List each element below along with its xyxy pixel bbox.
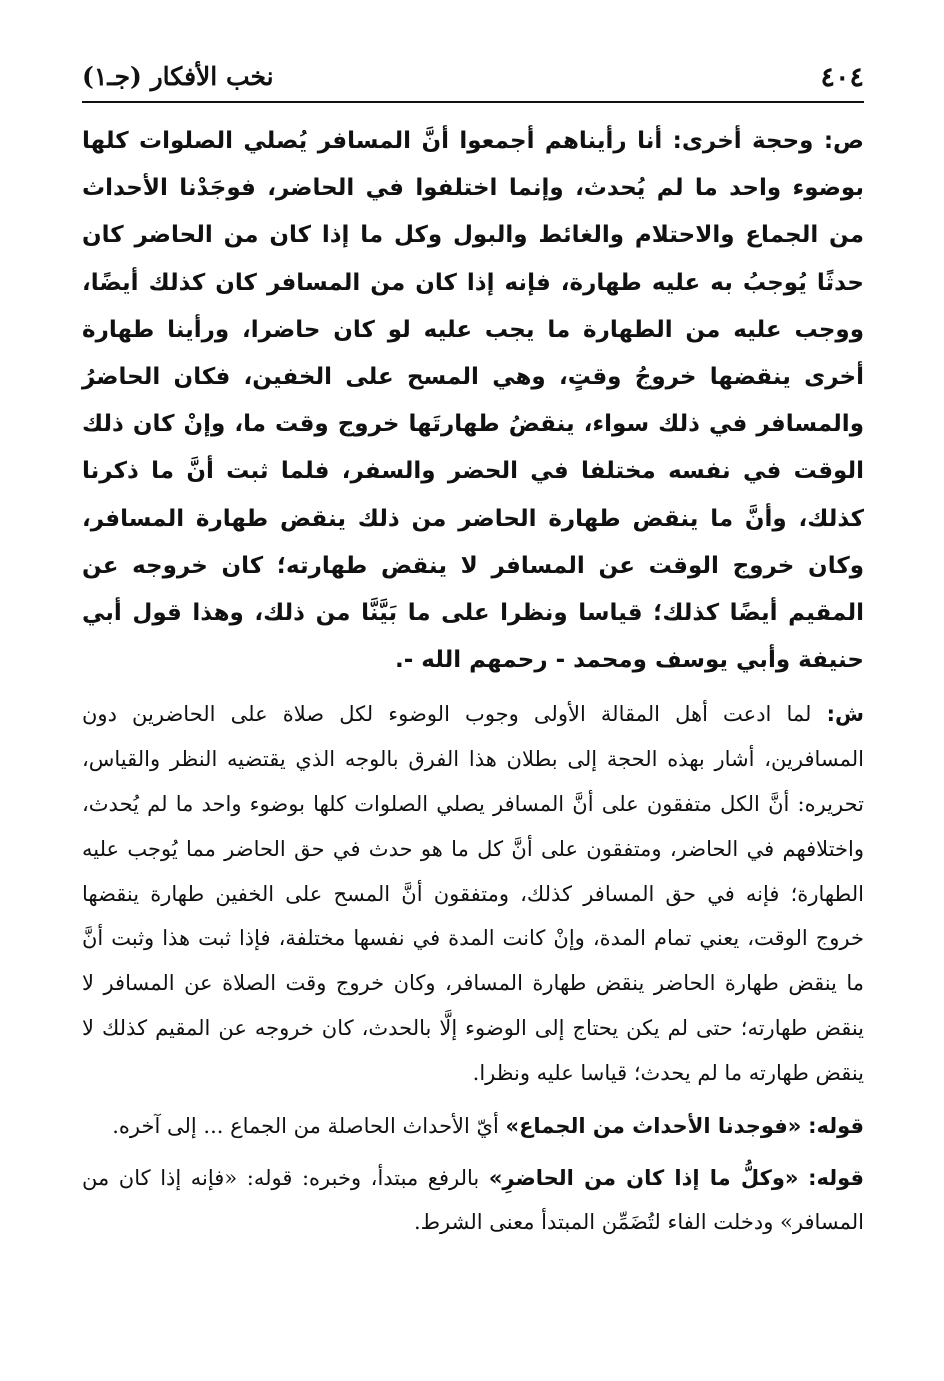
note-quote: «وكلُّ ما إذا كان من الحاضرِ» xyxy=(488,1165,799,1190)
running-title: نخب الأفكار (جـ١) xyxy=(82,62,274,91)
note-text: بالرفع مبتدأ، وخبره: قوله: «فإنه إذا كان من المسافر» ودخلت الفاء لتُضَمِّن المبتدأ معنى الشرط. xyxy=(82,1165,864,1234)
header-rule xyxy=(82,101,864,103)
page-number: ٤٠٤ xyxy=(820,62,864,93)
note-quote: «فوجدنا الأحداث من الجماع» xyxy=(505,1113,802,1138)
matn-marker: ص: xyxy=(823,128,864,154)
matn-paragraph xyxy=(82,118,864,684)
note-text: أيّ الأحداث الحاصلة من الجماع ... إلى آخره. xyxy=(112,1113,499,1138)
sharh-paragraph xyxy=(82,692,864,1095)
sharh-marker: ش: xyxy=(826,702,864,727)
note-marker: قوله: xyxy=(808,1113,864,1138)
sharh-text: لما ادعت أهل المقالة الأولى وجوب الوضوء لكل صلاة على الحاضرين دون المسافرين، أشار بهذه الحجة إلى بطلان هذا الفرق بالوجه الذي يقتضيه النظر والقياس، تحريره: أنَّ الكل متفقون على أنَّ المسافر يصلي الصلوات كلها بوضوء واحد ما لم يُحدث، واختلافهم في الحاضر، ومتفقون على أنَّ كل ما هو حدث في حق الحاضر مما يُوجب عليه الطهارة؛ فإنه في حق المسافر كذلك، ومتفقون أنَّ المسح على الخفين طهارة ينقضها خروج الوقت، يعني تمام المدة، وإنْ كانت المدة في نفسها مختلفة، فإذا ثبت هذا وثبت أنَّ ما ينقض طهارة الحاضر ينقض طهارة المسافر، وكان خروج وقت الصلاة عن المسافر لا ينقض طهارته؛ حتى لم يكن يحتاج إلى الوضوء إلَّا بالحدث، كان خروجه عن المقيم كذلك لا ينقض طهارته ما لم يحدث؛ قياسا عليه ونظرا. xyxy=(82,702,864,1085)
note-paragraph xyxy=(82,1156,864,1244)
page-body xyxy=(82,118,864,1252)
matn-text: وحجة أخرى: أنا رأيناهم أجمعوا أنَّ المسافر يُصلي الصلوات كلها بوضوء واحد ما لم يُحدث، وإنما اختلفوا في الحاضر، فوجَدْنا الأحداث من الجماع والاحتلام والغائط والبول وكل ما إذا كان من الحاضر كان حدثًا يُوجبُ به عليه طهارة، فإنه إذا كان من المسافر كان كذلك أيضًا، ووجب عليه من الطهارة ما يجب عليه لو كان حاضرا، ورأينا طهارة أخرى ينقضها خروجُ وقتٍ، وهي المسح على الخفين، فكان الحاضرُ والمسافر في ذلك سواء، ينقضُ طهارتَها خروج وقت ما، وإنْ كان ذلك الوقت في نفسه مختلفا في الحضر والسفر، فلما ثبت أنَّ ما ذكرنا كذلك، وأنَّ ما ينقض طهارة الحاضر من ذلك ينقض طهارة المسافر، وكان خروج الوقت عن المسافر لا ينقض طهارته؛ كان خروجه عن المقيم أيضًا كذلك؛ قياسا ونظرا على ما بَيَّنَّا من ذلك، وهذا قول أبي حنيفة وأبي يوسف ومحمد - رحمهم الله -. xyxy=(82,128,864,674)
note-paragraph xyxy=(82,1104,864,1148)
note-marker: قوله: xyxy=(808,1165,864,1190)
page-header xyxy=(82,60,864,100)
